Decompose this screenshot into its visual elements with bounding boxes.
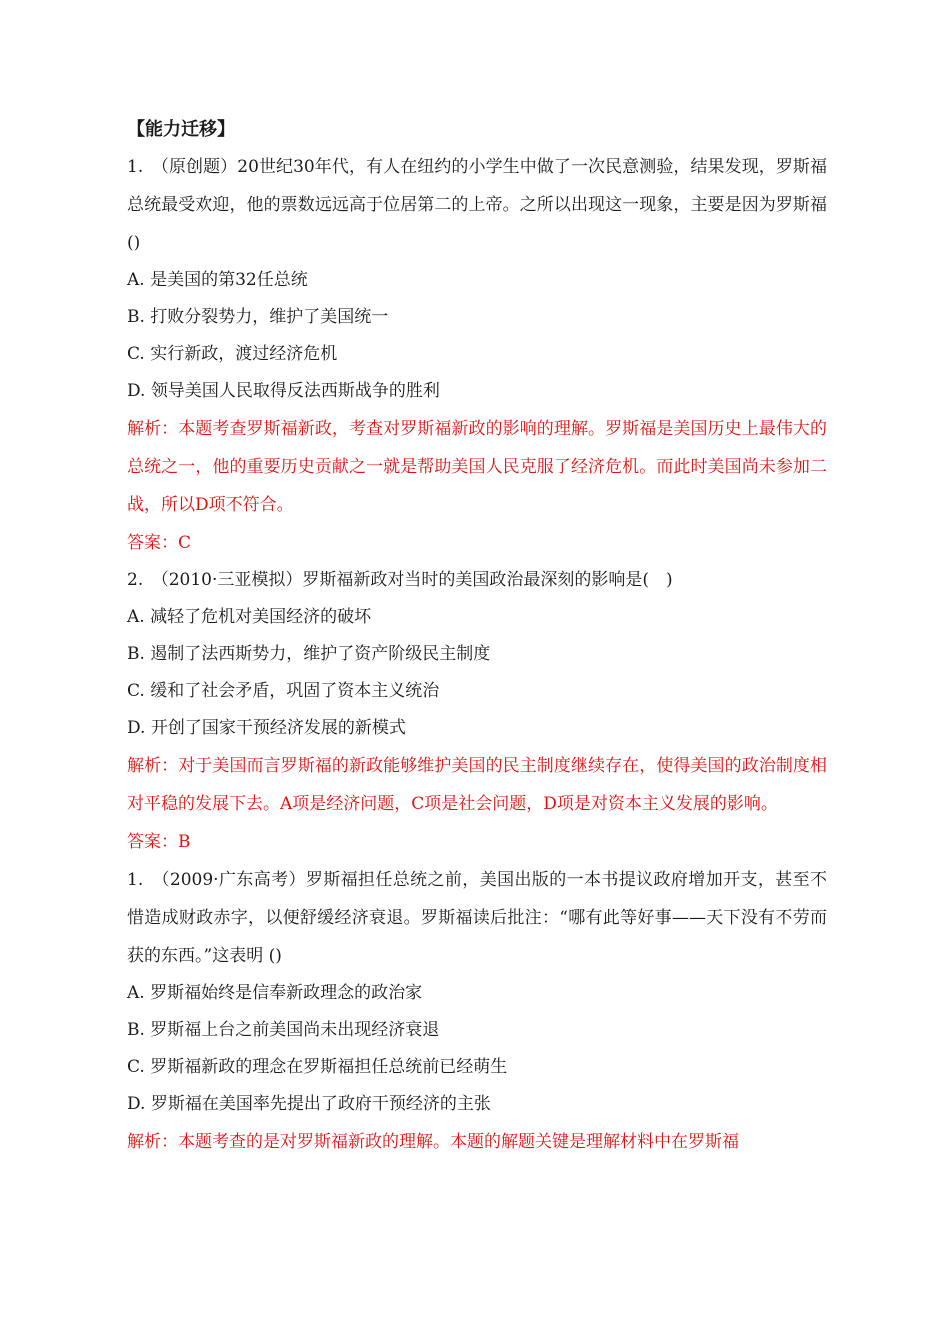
- question-2-analysis: 解析：对于美国而言罗斯福的新政能够维护美国的民主制度继续存在，使得美国的政治制度相对平稳的发展下去。A项是经济问题，C项是社会问题，D项是对资本主义发展的影响。: [127, 756, 827, 814]
- section-heading: 【能力迁移】: [127, 119, 235, 140]
- question-2-answer: 答案：B: [127, 832, 191, 852]
- document-content: [127, 112, 827, 1161]
- question-3-text: 1. （2009·广东高考）罗斯福担任总统之前，美国出版的一本书提议政府增加开支，甚至不惜造成财政赤字，以便舒缓经济衰退。罗斯福读后批注：“哪有此等好事——天下没有不劳而获的东西。”这表明 (): [127, 870, 827, 966]
- question-1-option-b: B. 打败分裂势力，维护了美国统一: [127, 307, 389, 327]
- question-2-option-c: C. 缓和了社会矛盾，巩固了资本主义统治: [127, 681, 440, 701]
- question-2-option-a: A. 减轻了危机对美国经济的破坏: [127, 607, 372, 627]
- question-3-option-c: C. 罗斯福新政的理念在罗斯福担任总统前已经萌生: [127, 1057, 508, 1077]
- question-1-answer: 答案：C: [127, 533, 192, 553]
- question-3-analysis: 解析：本题考查的是对罗斯福新政的理解。本题的解题关键是理解材料中在罗斯福: [127, 1132, 739, 1152]
- question-2-text: 2. （2010·三亚模拟）罗斯福新政对当时的美国政治最深刻的影响是( ): [127, 570, 673, 590]
- question-1-text: 1. （原创题）20世纪30年代，有人在纽约的小学生中做了一次民意测验，结果发现，罗斯福总统最受欢迎，他的票数远远高于位居第二的上帝。之所以出现这一现象，主要是因为罗斯福(): [127, 157, 827, 253]
- question-1-option-c: C. 实行新政，渡过经济危机: [127, 344, 338, 364]
- question-2-option-d: D. 开创了国家干预经济发展的新模式: [127, 718, 406, 738]
- question-3-option-d: D. 罗斯福在美国率先提出了政府干预经济的主张: [127, 1094, 491, 1114]
- question-2-option-b: B. 遏制了法西斯势力，维护了资产阶级民主制度: [127, 644, 491, 664]
- question-1-analysis: 解析：本题考查罗斯福新政，考查对罗斯福新政的影响的理解。罗斯福是美国历史上最伟大的总统之一，他的重要历史贡献之一就是帮助美国人民克服了经济危机。而此时美国尚未参加二战，所以D项不符合。: [127, 419, 827, 515]
- question-3-option-a: A. 罗斯福始终是信奉新政理念的政治家: [127, 983, 423, 1003]
- question-3-option-b: B. 罗斯福上台之前美国尚未出现经济衰退: [127, 1020, 440, 1040]
- question-1-option-d: D. 领导美国人民取得反法西斯战争的胜利: [127, 381, 440, 401]
- question-1-option-a: A. 是美国的第32任总统: [127, 270, 308, 290]
